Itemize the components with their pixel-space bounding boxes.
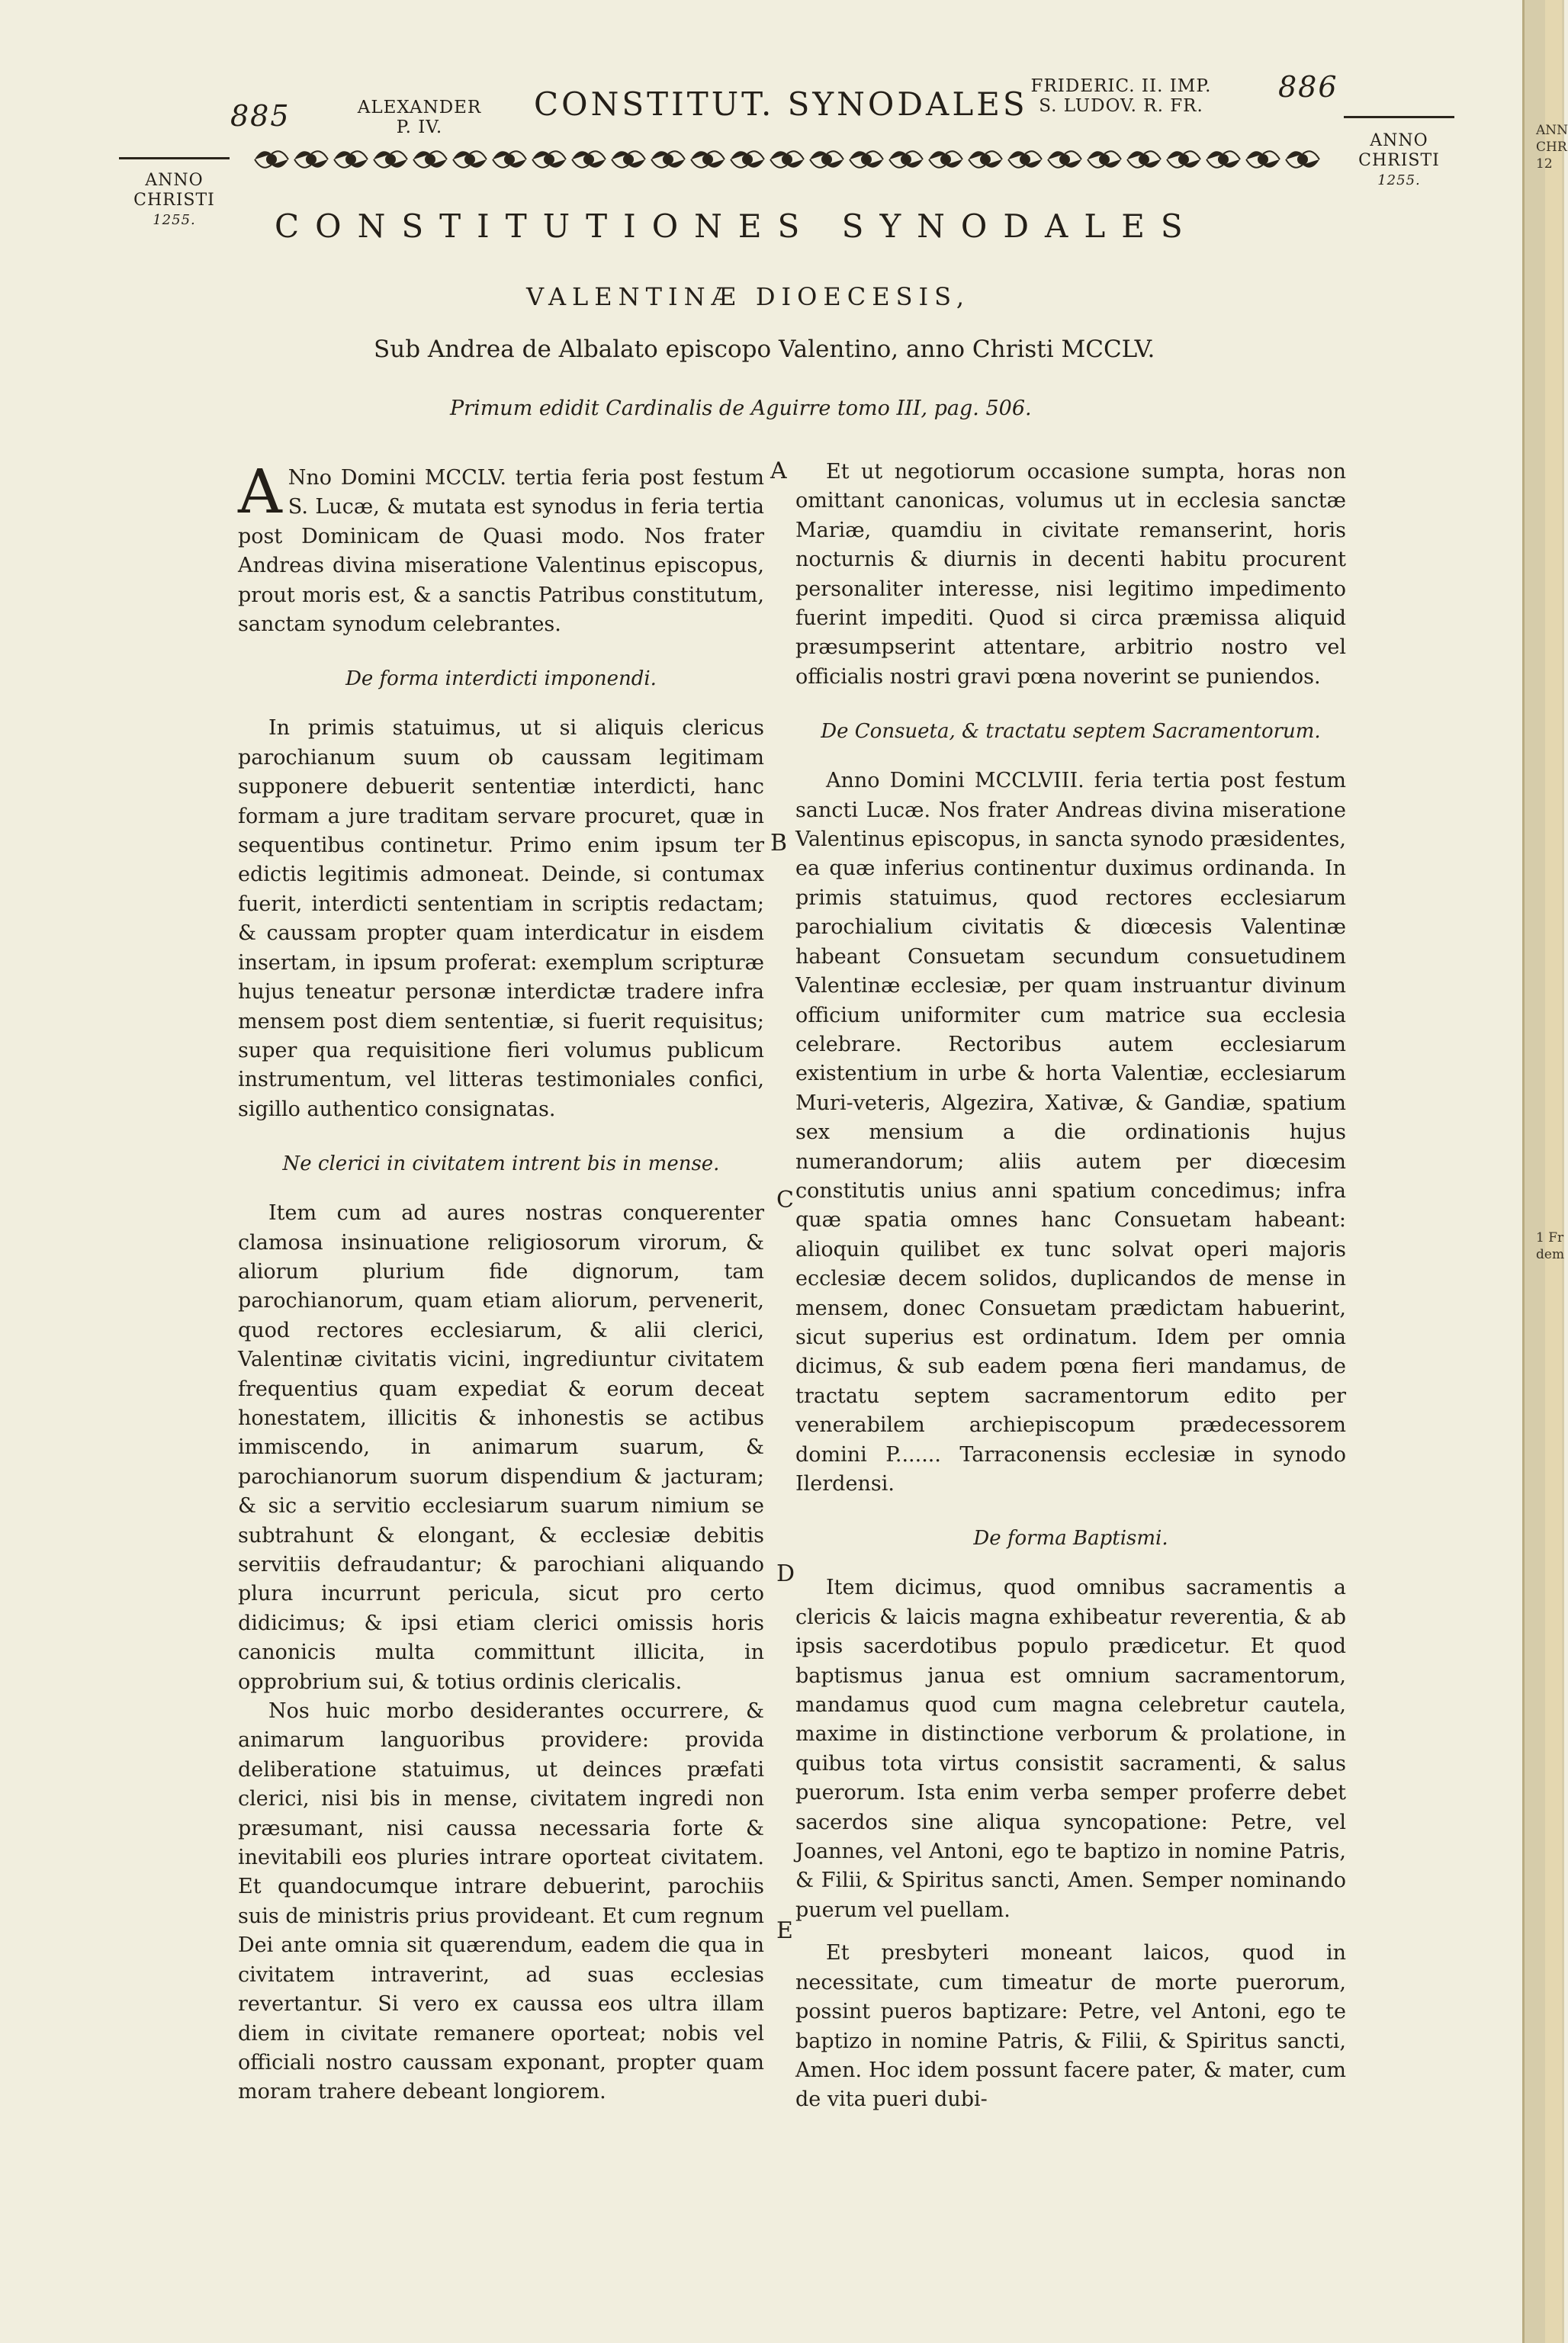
sub-title: VALENTINÆ DIOECESIS, xyxy=(526,282,971,311)
ornament-leaf xyxy=(969,151,1002,167)
adjacent-page-strip xyxy=(1545,0,1562,2343)
ornament-leaf xyxy=(850,151,883,167)
section-mark-b: B xyxy=(770,830,788,857)
left-running-title xyxy=(347,98,492,137)
main-title: CONSTITUTIONES SYNODALES xyxy=(275,207,1199,245)
ornament-leaf xyxy=(691,151,725,167)
adjacent-anno: ANN xyxy=(1536,123,1568,138)
intro-text: Nno Domini MCCLV. tertia feria post festum S. Lucæ, & mutata est synodus in feria tertia post Dominicam de Quasi modo. Nos frater Andreas divina miseratione Valentinus episcopus, prout moris est, & a sanctis Patribus constitutum, sanctam synodum celebrantes. xyxy=(238,466,764,637)
adjacent-christi: CHR xyxy=(1536,140,1567,155)
section-heading: De forma interdicti imponendi. xyxy=(345,667,657,691)
ornament-leaf xyxy=(1127,151,1161,167)
adjacent-year: 12 xyxy=(1536,156,1553,172)
section-mark-d: D xyxy=(776,1560,795,1587)
ornament-leaf xyxy=(334,151,368,167)
left-year: 1255. xyxy=(153,212,196,228)
ornament-leaf xyxy=(413,151,447,167)
editor-note: Primum edidit Cardinalis de Aguirre tomo III, pag. 506. xyxy=(450,397,1032,420)
decorative-ornament-band xyxy=(244,142,1327,177)
ornament-leaf xyxy=(1088,151,1121,167)
right-runner-line2: S. LUDOV. R. FR. xyxy=(1039,96,1203,116)
ornament-leaf xyxy=(294,151,328,167)
page-number-left: 885 xyxy=(230,99,291,133)
body-paragraph: Anno Domini MCCLVIII. feria tertia post festum sancti Lucæ. Nos frater Andreas divina miseratione Valentinus episcopus, in sancta synodo præsidentes, ea quæ inferius continentur duximus ordinanda. In primis statuimus, quod rectores ecclesiarum parochialium civitatis & diœcesis Valentinæ habeant Consuetam secundum consuetudinem Valentinæ ecclesiæ, per quam instruantur divinum officium uniformiter cum matrice sua ecclesia celebrare. Rectoribus autem ecclesiarum existentium in urbe & horta Valentiæ, ecclesiarum Muri-veteris, Algezira, Xativæ, & Gandiæ, spatium sex mensium a die ordinationis hujus numerandorum; aliis autem per diœcesim constitutis unius anni spatium concedimus; infra quæ spatia omnes hanc Consuetam habeant: alioquin quilibet ex tunc solvat operi majoris ecclesiæ decem solidos, duplicandos de mense in mensem, donec Consuetam prædictam habuerint, sicut superius est ordinatum. Idem per omnia dicimus, & sub eadem pœna fieri mandamus, de tractatu septem sacramentorum edito per venerabilem archiepiscopum prædecessorem domini P....... Tarraconensis ecclesiæ in synodo Ilerdensi. xyxy=(795,769,1346,1496)
right-anno: ANNO xyxy=(1370,131,1428,150)
ornament-leaf xyxy=(929,151,962,167)
subtitle-line: Sub Andrea de Albalato episcopo Valentino, anno Christi MCCLV. xyxy=(374,336,1155,363)
right-christi: CHRISTI xyxy=(1358,151,1440,170)
body-paragraph: Item dicimus, quod omnibus sacramentis a clericis & laicis magna exhibeatur reverentia, & ab ipsis sacerdotibus populo prædicetur. Et quod baptismus janua est omnium sacramentorum, mandamus quod cum magna celebretur cautela, maxime in distinctione verborum & prolatione, in quibus tota virtus consistit sacramenti, & salus puerorum. Ista enim verba semper proferre debet sacerdos sine aliqua syncopatione: Petre, vel Joannes, vel Antoni, ego te baptizo in nomine Patris, & Filii, & Spiritus sancti, Amen. Semper nominando puerum vel puellam. xyxy=(795,1576,1346,1922)
body-paragraph: Et ut negotiorum occasione sumpta, horas non omittant canonicas, volumus ut in ecclesia sanctæ Mariæ, quamdiu in civitate remanserint, horis nocturnis & diurnis in decenti habitu procurent personaliter interesse, nisi legitimo impedimento fuerint impediti. Quod si circa præmissa aliquid præsumpserint attentare, arbitrio nostro vel officialis nostri gravi pœna noverint se puniendos. xyxy=(795,460,1346,689)
left-margin-rule xyxy=(119,157,230,159)
right-margin-year-note xyxy=(1344,131,1454,191)
section-heading: De forma Baptismi. xyxy=(973,1527,1168,1551)
page-number-right: 886 xyxy=(1278,70,1338,104)
ornament-leaf xyxy=(255,151,288,167)
ornament-leaf xyxy=(374,151,407,167)
left-runner-line2: P. IV. xyxy=(396,117,443,137)
body-paragraph: Et presbyteri moneant laicos, quod in necessitate, cum timeatur de morte puerorum, possint pueros baptizare: Petre, vel Antoni, ego te baptizo in nomine Patris, & Filii, & Spiritus sancti, Amen. Hoc idem possunt facere pater, & mater, cum de vita pueri dubi- xyxy=(795,1941,1346,2112)
adjacent-note-line1: 1 Fr xyxy=(1536,1230,1564,1245)
ornament-leaf xyxy=(651,151,685,167)
center-running-title: CONSTITUT. SYNODALES xyxy=(534,85,1028,123)
left-christi: CHRISTI xyxy=(133,191,215,210)
ornament-leaf xyxy=(770,151,804,167)
ornament-leaf xyxy=(731,151,764,167)
adjacent-page-text xyxy=(1536,122,1568,172)
ornament-leaf xyxy=(453,151,487,167)
right-column xyxy=(795,458,1346,2115)
left-margin-year-note xyxy=(119,171,230,230)
ornament-leaf xyxy=(1207,151,1240,167)
body-paragraph: Item cum ad aures nostras conquerenter clamosa insinuatione religiosorum virorum, & aliorum plurium fide dignorum, tam parochianorum, quam etiam aliorum, pervenerit, quod rectores ecclesiarum, & alii clerici, Valentinæ civitatis vicini, ingrediuntur civitatem frequentius quam expediat & eorum deceat honestatem, illicitis & inhonestis se actibus immiscendo, in animarum suarum, & parochianorum suorum dispendium & jacturam; & sic a servitio ecclesiarum suarum nimium se subtrahunt & elongant, & ecclesiæ debitis servitiis defraudantur; & parochiani aliquando plura incurrunt pericula, sicut pro certo didicimus; & ipsi etiam clerici omissis horis canonicis multa committunt illicita, in opprobrium sui, & totius ordinis clericalis. xyxy=(238,1201,764,1694)
ornament-leaf xyxy=(1167,151,1200,167)
right-running-title xyxy=(1007,76,1235,116)
section-mark-e: E xyxy=(776,1917,793,1944)
ornament-leaf xyxy=(889,151,923,167)
ornament-leaf xyxy=(1008,151,1042,167)
ornament-leaf xyxy=(810,151,843,167)
ornament-leaf xyxy=(493,151,526,167)
ornament-leaf xyxy=(612,151,645,167)
section-heading: De Consueta, & tractatu septem Sacramentorum. xyxy=(821,720,1321,744)
ornament-leaf xyxy=(1048,151,1081,167)
section-heading: Ne clerici in civitatem intrent bis in mense. xyxy=(282,1152,720,1176)
left-column xyxy=(238,456,764,2107)
right-margin-rule xyxy=(1344,116,1454,118)
right-year: 1255. xyxy=(1377,172,1421,188)
section-mark-c: C xyxy=(776,1187,794,1213)
right-runner-line1: FRIDERIC. II. IMP. xyxy=(1030,76,1212,96)
intro-paragraph xyxy=(238,456,764,639)
left-anno: ANNO xyxy=(145,171,204,190)
left-runner-line1: ALEXANDER xyxy=(357,98,482,117)
ornament-leaf xyxy=(532,151,566,167)
ornament-leaf xyxy=(1286,151,1319,167)
section-mark-a: A xyxy=(770,458,787,484)
drop-cap: A xyxy=(238,456,282,527)
ornament-leaf xyxy=(1246,151,1280,167)
ornament-leaf xyxy=(572,151,606,167)
adjacent-page-note xyxy=(1536,1229,1564,1263)
adjacent-note-line2: dem xyxy=(1536,1247,1565,1262)
body-paragraph: Nos huic morbo desiderantes occurrere, & animarum languoribus providere: provida deliberatione statuimus, ut deinces præfati clerici, nisi bis in mense, civitatem ingredi non præsumant, nisi caussa necessaria forte & inevitabili eos pluries intrare oporteat civitatem. Et quandocumque intrare debuerint, parochiis suis de ministris prius provideant. Et cum regnum Dei ante omnia sit quærendum, eadem die qua in civitatem intraverint, ad suas ecclesias revertantur. Si vero ex caussa eos ultra illam diem in civitate remanere oporteat; nobis vel officiali nostro caussam exponant, propter quam moram trahere debeant longiorem. xyxy=(238,1699,764,2104)
body-paragraph: In primis statuimus, ut si aliquis clericus parochianum suum ob caussam legitimam supponere debuerit sententiæ interdicti, hanc formam a jure traditam servare procuret, quæ in sequentibus continetur. Primo enim ipsum ter edictis legitimis admoneat. Deinde, si contumax fuerit, interdicti sententiam in scriptis redactam; & caussam propter quam interdicatur in eisdem insertam, in ipsum proferat: exemplum scripturæ hujus teneatur personæ interdictæ tradere infra mensem post diem sententiæ, si fuerit requisitus; super qua requisitione fieri volumus publicum instrumentum, vel litteras testimoniales confici, sigillo authentico consignatas. xyxy=(238,716,764,1121)
